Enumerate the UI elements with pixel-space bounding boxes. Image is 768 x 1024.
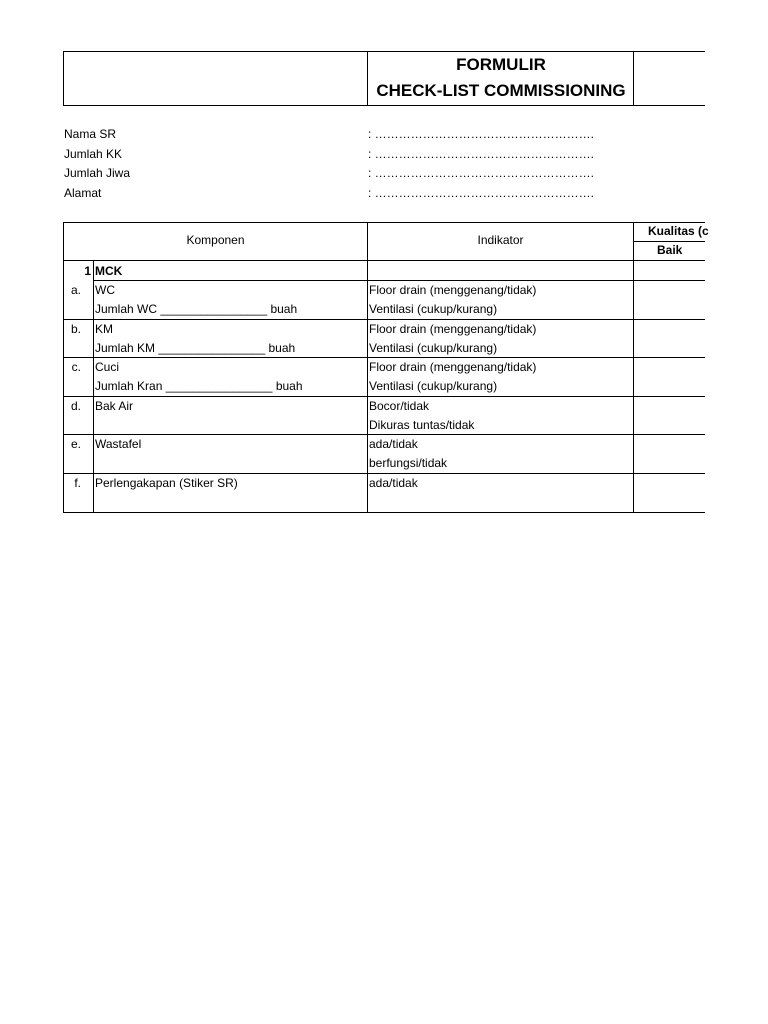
row-komponen: Wastafel xyxy=(95,437,142,451)
col-divider-indikator xyxy=(367,222,368,513)
info-label-nama-sr: Nama SR xyxy=(64,127,117,141)
info-label-jumlah-jiwa: Jumlah Jiwa xyxy=(64,166,131,180)
row-line-e xyxy=(63,473,705,474)
col-header-komponen: Komponen xyxy=(186,233,245,247)
row-indikator: Floor drain (menggenang/tidak) xyxy=(369,283,537,297)
table-top-border xyxy=(63,222,705,223)
kualitas-sub-border xyxy=(633,241,705,242)
col-header-kualitas: Kualitas (c xyxy=(648,224,709,238)
row-komponen: WC xyxy=(95,283,115,297)
header-bottom-border xyxy=(63,105,705,106)
row-line-d xyxy=(63,434,705,435)
col-header-baik: Baik xyxy=(657,243,683,257)
row-indikator: ada/tidak xyxy=(369,437,418,451)
info-value-jumlah-jiwa[interactable]: : ………………………………………………. xyxy=(368,166,595,180)
row-komponen: Bak Air xyxy=(95,399,134,413)
row-komponen-count: Jumlah WC ________________ buah xyxy=(95,302,298,316)
info-label-jumlah-kk: Jumlah KK xyxy=(64,147,123,161)
row-komponen-count: Jumlah KM ________________ buah xyxy=(95,341,296,355)
row-indikator: Ventilasi (cukup/kurang) xyxy=(369,302,498,316)
col-divider-kualitas xyxy=(633,222,634,513)
info-value-alamat[interactable]: : ………………………………………………. xyxy=(368,186,595,200)
row-komponen-count: Jumlah Kran ________________ buah xyxy=(95,379,303,393)
row-line-a xyxy=(63,319,705,320)
section-number: 1 xyxy=(84,264,91,278)
row-letter: f. xyxy=(74,476,81,490)
form-subtitle: CHECK-LIST COMMISSIONING xyxy=(376,81,626,100)
row-letter: a. xyxy=(70,283,81,297)
row-line-b xyxy=(63,357,705,358)
section-label: MCK xyxy=(95,264,123,278)
header-bottom-line xyxy=(63,260,705,261)
row-komponen: Cuci xyxy=(95,360,120,374)
row-indikator: berfungsi/tidak xyxy=(369,456,448,470)
row-indikator: Dikuras tuntas/tidak xyxy=(369,418,475,432)
header-left-border xyxy=(63,51,64,106)
table-bottom-border xyxy=(63,512,705,513)
row-indikator: Floor drain (menggenang/tidak) xyxy=(369,322,537,336)
row-indikator: Bocor/tidak xyxy=(369,399,430,413)
row-line-section xyxy=(93,280,705,281)
row-letter: d. xyxy=(70,399,81,413)
row-letter: c. xyxy=(71,360,81,374)
row-letter: b. xyxy=(70,322,81,336)
info-value-nama-sr[interactable]: : ………………………………………………. xyxy=(368,127,595,141)
header-top-border xyxy=(63,51,705,52)
row-indikator: Floor drain (menggenang/tidak) xyxy=(369,360,537,374)
row-letter: e. xyxy=(70,437,81,451)
form-title: FORMULIR xyxy=(456,55,546,74)
row-line-c xyxy=(63,396,705,397)
row-indikator: ada/tidak xyxy=(369,476,418,490)
row-indikator: Ventilasi (cukup/kurang) xyxy=(369,341,498,355)
col-divider-letter xyxy=(93,261,94,513)
row-komponen: Perlengakapan (Stiker SR) xyxy=(95,476,238,490)
col-header-indikator: Indikator xyxy=(477,233,524,247)
info-label-alamat: Alamat xyxy=(64,186,102,200)
row-indikator: Ventilasi (cukup/kurang) xyxy=(369,379,498,393)
row-komponen: KM xyxy=(95,322,113,336)
info-value-jumlah-kk[interactable]: : ………………………………………………. xyxy=(368,147,595,161)
